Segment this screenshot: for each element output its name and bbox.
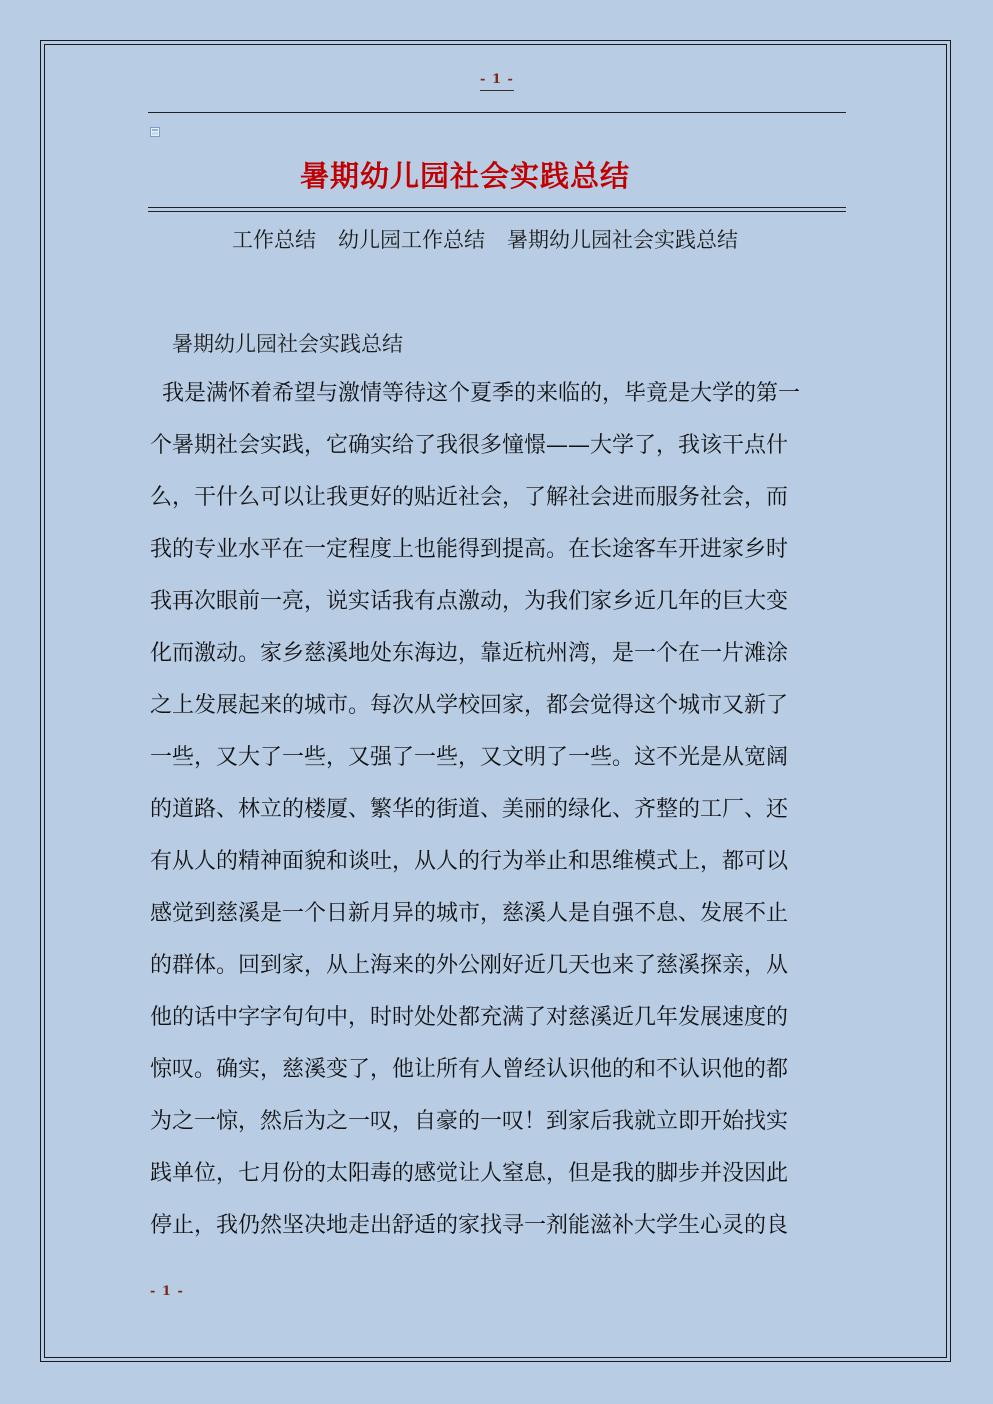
body-line: 么，干什么可以让我更好的贴近社会，了解社会进而服务社会，而 xyxy=(150,485,789,510)
tag-list xyxy=(232,224,738,254)
body-line: 的道路、林立的楼厦、繁华的街道、美丽的绿化、齐整的工厂、还 xyxy=(150,797,789,822)
tag-item[interactable]: 工作总结 xyxy=(232,228,316,252)
body-line: 他的话中字字句句中，时时处处都充满了对慈溪近几年发展速度的 xyxy=(150,1005,789,1030)
body-line: 化而激动。家乡慈溪地处东海边，靠近杭州湾，是一个在一片滩涂 xyxy=(150,641,789,666)
section-heading: 暑期幼儿园社会实践总结 xyxy=(172,332,403,356)
body-line: 有从人的精神面貌和谈吐，从人的行为举止和思维模式上，都可以 xyxy=(150,849,789,874)
header-rule xyxy=(148,112,846,113)
footer-page-number: - 1 - xyxy=(150,1284,184,1299)
body-line: 我的专业水平在一定程度上也能得到提高。在长途客车开进家乡时 xyxy=(150,537,789,562)
image-placeholder-icon xyxy=(150,127,160,137)
title-rule-top xyxy=(148,207,846,208)
body-text xyxy=(150,368,840,1252)
document-title: 暑期幼儿园社会实践总结 xyxy=(299,159,630,193)
body-line: 践单位，七月份的太阳毒的感觉让人窒息，但是我的脚步并没因此 xyxy=(150,1161,789,1186)
header-page-number: - 1 - xyxy=(480,72,514,91)
body-line: 我再次眼前一亮，说实话我有点激动，为我们家乡近几年的巨大变 xyxy=(150,589,789,614)
body-line: 个暑期社会实践，它确实给了我很多憧憬——大学了，我该干点什 xyxy=(150,433,789,458)
body-line: 惊叹。确实，慈溪变了，他让所有人曾经认识他的和不认识他的都 xyxy=(150,1057,789,1082)
body-line: 我是满怀着希望与激情等待这个夏季的来临的，毕竟是大学的第一 xyxy=(162,381,801,406)
tag-item[interactable]: 暑期幼儿园社会实践总结 xyxy=(507,228,738,252)
body-line: 之上发展起来的城市。每次从学校回家，都会觉得这个城市又新了 xyxy=(150,693,789,718)
body-line: 感觉到慈溪是一个日新月异的城市，慈溪人是自强不息、发展不止 xyxy=(150,901,789,926)
body-line: 为之一惊，然后为之一叹，自豪的一叹！到家后我就立即开始找实 xyxy=(150,1109,789,1134)
tag-item[interactable]: 幼儿园工作总结 xyxy=(338,228,485,252)
title-rule-bottom xyxy=(148,211,846,212)
body-line: 一些，又大了一些，又强了一些，又文明了一些。这不光是从宽阔 xyxy=(150,745,789,770)
body-line: 的群体。回到家，从上海来的外公刚好近几天也来了慈溪探亲，从 xyxy=(150,953,789,978)
body-line: 停止，我仍然坚决地走出舒适的家找寻一剂能滋补大学生心灵的良 xyxy=(150,1213,789,1238)
